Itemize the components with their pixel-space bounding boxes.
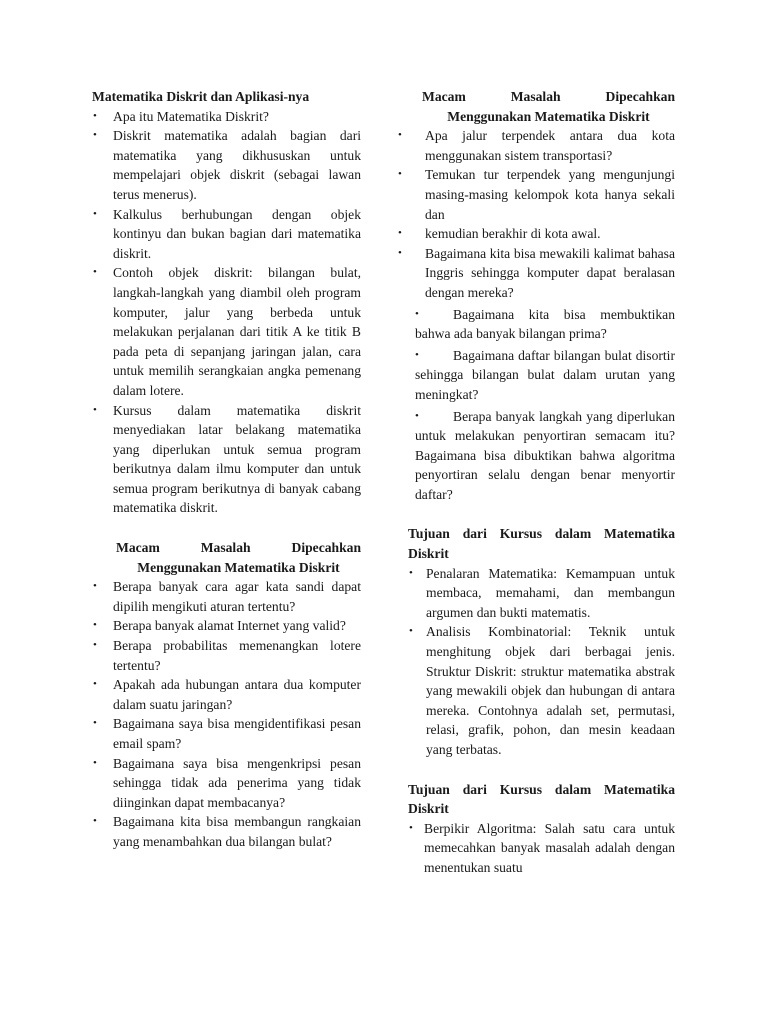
bullet-icon: • xyxy=(409,566,413,579)
list-item: • Temukan tur terpendek yang mengunjungi masing-masing kelompok kota hanya sekali dan xyxy=(398,167,675,222)
bullet-icon: • xyxy=(398,129,402,142)
spacer xyxy=(92,518,361,538)
bullet-icon: • xyxy=(93,109,97,122)
bullet-icon: • xyxy=(415,409,419,422)
list-item: • Bagaimana kita bisa mewakili kalimat bahasa Inggris sehingga komputer dapat beralasan dengan mereka? xyxy=(398,245,675,300)
bullet-icon: • xyxy=(93,756,97,769)
list-item: • Berapa banyak alamat Internet yang valid? xyxy=(92,616,361,636)
bullet-list xyxy=(92,577,361,851)
section-title: Matematika Diskrit dan Aplikasi-nya xyxy=(92,89,310,104)
list-item: • Bagaimana kita bisa membuktikan bahwa ada banyak bilangan prima? xyxy=(415,306,675,342)
section-title: Macam Masalah Dipecahkan Menggunakan Matematika Diskrit xyxy=(422,89,675,124)
list-item: • Bagaimana saya bisa mengenkripsi pesan sehingga tidak ada penerima yang tidak diinginkan dapat membacanya? xyxy=(93,755,361,810)
bullet-icon: • xyxy=(93,815,97,828)
bullet-icon: • xyxy=(93,717,97,730)
list-item: • Analisis Kombinatorial: Teknik untuk menghitung objek dari berbagai jenis. Struktur Diskrit: struktur matematika abstrak yang mewakili objek dan hubungan di antara mereka. Contohnya adalah set, permutasi, relasi, grafik, pohon, dan mesin keadaan yang terbatas. xyxy=(409,624,675,757)
bullet-list xyxy=(398,564,675,760)
left-column xyxy=(92,87,361,852)
spacer xyxy=(398,760,675,780)
bullet-icon: • xyxy=(93,678,97,691)
list-item: • Berapa banyak cara agar kata sandi dapat dipilih mengikuti aturan tertentu? xyxy=(93,579,361,614)
list-item: • Apa itu Matematika Diskrit? xyxy=(92,107,361,127)
bullet-list xyxy=(92,107,361,518)
list-item: • Apa jalur terpendek antara dua kota menggunakan sistem transportasi? xyxy=(398,128,675,163)
list-item: • kemudian berakhir di kota awal. xyxy=(398,224,675,244)
list-item: • Bagaimana saya bisa mengidentifikasi pesan email spam? xyxy=(93,716,361,751)
section-title: Tujuan dari Kursus dalam Matematika Diskrit xyxy=(408,781,675,817)
list-item: • Kalkulus berhubungan dengan objek kontinyu dan bukan bagian dari matematika diskrit. xyxy=(93,206,361,261)
bullet-icon: • xyxy=(93,207,97,220)
sub-bullet-list xyxy=(398,305,675,505)
bullet-icon: • xyxy=(409,625,413,638)
bullet-list xyxy=(398,819,675,878)
list-item: • Bagaimana kita bisa membangun rangkaian yang menambahkan dua bilangan bulat? xyxy=(93,814,361,849)
bullet-icon: • xyxy=(415,307,419,320)
list-item: • Penalaran Matematika: Kemampuan untuk membaca, memahami, dan membangun argumen dan bukti matematis. xyxy=(409,565,675,620)
list-item: • Berapa probabilitas memenangkan lotere tertentu? xyxy=(93,638,361,673)
bullet-icon: • xyxy=(93,129,97,142)
bullet-icon: • xyxy=(93,580,97,593)
bullet-icon: • xyxy=(409,821,413,834)
bullet-icon: • xyxy=(398,246,402,259)
section-title: Tujuan dari Kursus dalam Matematika Diskrit xyxy=(408,526,675,562)
list-item: • Bagaimana daftar bilangan bulat disortir sehingga bilangan bulat dalam urutan yang meningkat? xyxy=(415,347,675,402)
list-item: • Contoh objek diskrit: bilangan bulat, langkah-langkah yang diambil oleh program komputer, jalur yang berbeda untuk melakukan perjalanan dari titik A ke titik B pada peta di sepanjang jaringan jalan, cara untuk memilih serangkaian angka pemenang dalam lotere. xyxy=(93,265,361,398)
bullet-icon: • xyxy=(93,639,97,652)
bullet-list xyxy=(398,126,675,302)
section-title: Macam Masalah Dipecahkan Menggunakan Matematika Diskrit xyxy=(116,540,361,575)
list-item: • Diskrit matematika adalah bagian dari matematika yang dikhususkan untuk mempelajari objek diskrit (sebagai lawan terus menerus). xyxy=(93,128,361,202)
bullet-icon: • xyxy=(93,266,97,279)
list-item: • Apakah ada hubungan antara dua komputer dalam suatu jaringan? xyxy=(93,677,361,712)
bullet-icon: • xyxy=(398,227,402,240)
bullet-icon: • xyxy=(398,168,402,181)
bullet-icon: • xyxy=(93,619,97,632)
right-column xyxy=(398,87,675,878)
list-item: • Kursus dalam matematika diskrit menyediakan latar belakang matematika yang diperlukan untuk semua program berikutnya dalam ilmu komputer dan untuk semua program berikutnya di banyak cabang matematika diskrit. xyxy=(93,402,361,516)
spacer xyxy=(398,504,675,524)
bullet-icon: • xyxy=(93,403,97,416)
list-item: • Berapa banyak langkah yang diperlukan untuk melakukan penyortiran semacam itu? Bagaimana bisa dibuktikan bahwa algoritma penyortiran selalu dengan benar menyortir daftar? xyxy=(415,408,675,502)
bullet-icon: • xyxy=(415,348,419,361)
list-item: • Berpikir Algoritma: Salah satu cara untuk memecahkan banyak masalah adalah dengan menentukan suatu xyxy=(409,820,675,875)
